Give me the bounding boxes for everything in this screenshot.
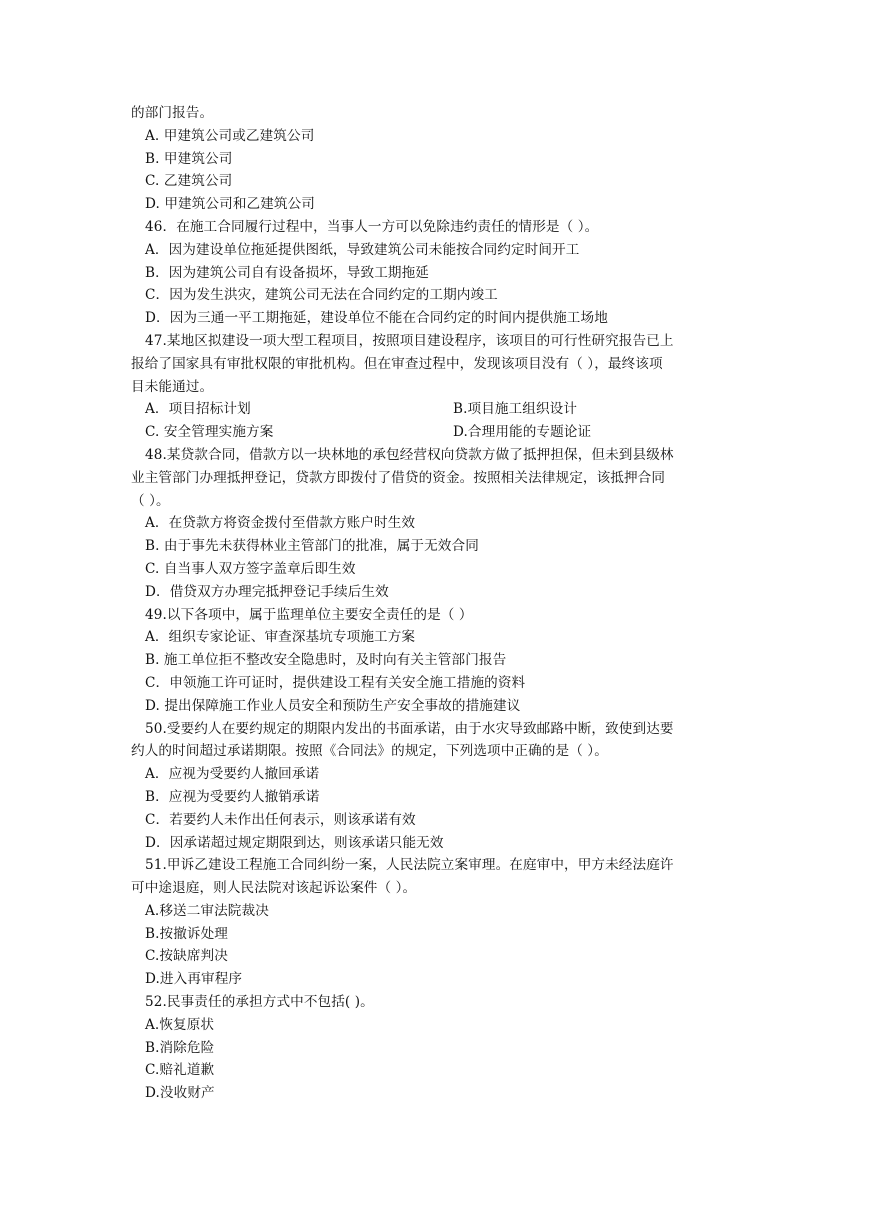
- q50-option-d: D．因承诺超过规定期限到达，则该承诺只能无效: [145, 834, 444, 851]
- q50-stem-line-1: 50.受要约人在要约规定的期限内发出的书面承诺，由于水灾导致邮路中断，致使到达要: [145, 720, 674, 737]
- exam-document: [131, 102, 741, 1105]
- q47-stem-line-2: 报给了国家具有审批权限的审批机构。但在审查过程中，发现该项目没有（ ），最终该项: [131, 355, 663, 372]
- q47-option-c: C. 安全管理实施方案: [145, 424, 274, 441]
- q48-stem-line-2: 业主管部门办理抵押登记，贷款方即拨付了借贷的资金。按照相关法律规定，该抵押合同: [131, 469, 666, 486]
- q46-option-d: D．因为三通一平工期拖延，建设单位不能在合同约定的时间内提供施工场地: [145, 310, 608, 327]
- q49-option-d: D. 提出保障施工作业人员安全和预防生产安全事故的措施建议: [145, 697, 521, 714]
- q50-option-b: B．应视为受要约人撤销承诺: [145, 788, 320, 805]
- q45-option-d: D. 甲建筑公司和乙建筑公司: [145, 196, 315, 213]
- q47-stem-line-3: 目未能通过。: [131, 378, 214, 395]
- q52-stem: 52.民事责任的承担方式中不包括( )。: [145, 994, 374, 1011]
- q47-options-row-1: [131, 398, 741, 421]
- q48-stem-line-3: （ ）。: [131, 492, 170, 509]
- q49-stem: 49.以下各项中，属于监理单位主要安全责任的是（ ）: [145, 606, 473, 623]
- q48-option-a: A．在贷款方将资金拨付至借款方账户时生效: [145, 515, 416, 532]
- q48-option-d: D．借贷双方办理完抵押登记手续后生效: [145, 583, 389, 600]
- q45-option-a: A. 甲建筑公司或乙建筑公司: [145, 127, 315, 144]
- q50-option-a: A．应视为受要约人撤回承诺: [145, 766, 320, 783]
- q51-option-d: D.进入再审程序: [145, 971, 243, 988]
- q52-option-c: C.赔礼道歉: [145, 1062, 215, 1079]
- q51-stem-line-2: 可中途退庭，则人民法院对该起诉讼案件（ ）。: [131, 880, 417, 897]
- q50-option-c: C．若要约人未作出任何表示，则该承诺有效: [145, 811, 416, 828]
- q48-stem-line-1: 48.某贷款合同，借款方以一块林地的承包经营权向贷款方做了抵押担保，但未到县级林: [145, 446, 674, 463]
- q45-option-b: B. 甲建筑公司: [145, 150, 233, 167]
- q49-option-c: C．申领施工许可证时，提供建设工程有关安全施工措施的资料: [145, 674, 526, 691]
- q47-options-row-2: [131, 421, 741, 444]
- q47-option-a: A．项目招标计划: [145, 401, 251, 418]
- q46-stem: 46．在施工合同履行过程中，当事人一方可以免除违约责任的情形是（ ）。: [145, 218, 599, 235]
- q46-option-c: C．因为发生洪灾，建筑公司无法在合同约定的工期内竣工: [145, 287, 498, 304]
- q45-option-c: C. 乙建筑公司: [145, 173, 233, 190]
- q50-stem-line-2: 约人的时间超过承诺期限。按照《合同法》的规定，下列选项中正确的是（ ）。: [131, 743, 608, 760]
- q48-option-b: B. 由于事先未获得林业主管部门的批准，属于无效合同: [145, 538, 479, 555]
- q49-option-b: B. 施工单位拒不整改安全隐患时，及时向有关主管部门报告: [145, 652, 507, 669]
- q52-option-d: D.没收财产: [145, 1085, 215, 1102]
- q51-stem-line-1: 51.甲诉乙建设工程施工合同纠纷一案，人民法院立案审理。在庭审中，甲方未经法庭许: [145, 857, 674, 874]
- q46-option-a: A．因为建设单位拖延提供图纸，导致建筑公司未能按合同约定时间开工: [145, 241, 580, 258]
- q47-option-d: D.合理用能的专题论证: [453, 424, 592, 441]
- q47-option-b: B.项目施工组织设计: [453, 401, 578, 418]
- q51-option-a: A.移送二审法院裁决: [145, 902, 269, 919]
- q52-option-b: B.消除危险: [145, 1039, 215, 1056]
- q49-option-a: A．组织专家论证、审查深基坑专项施工方案: [145, 629, 416, 646]
- q52-option-a: A.恢复原状: [145, 1016, 215, 1033]
- q48-option-c: C. 自当事人双方签字盖章后即生效: [145, 560, 356, 577]
- q51-option-b: B.按撤诉处理: [145, 925, 228, 942]
- q47-stem-line-1: 47.某地区拟建设一项大型工程项目，按照项目建设程序，该项目的可行性研究报告已上: [145, 332, 674, 349]
- q46-option-b: B．因为建筑公司自有设备损坏，导致工期拖延: [145, 264, 429, 281]
- q51-option-c: C.按缺席判决: [145, 948, 228, 965]
- intro-tail: 的部门报告。: [131, 105, 214, 121]
